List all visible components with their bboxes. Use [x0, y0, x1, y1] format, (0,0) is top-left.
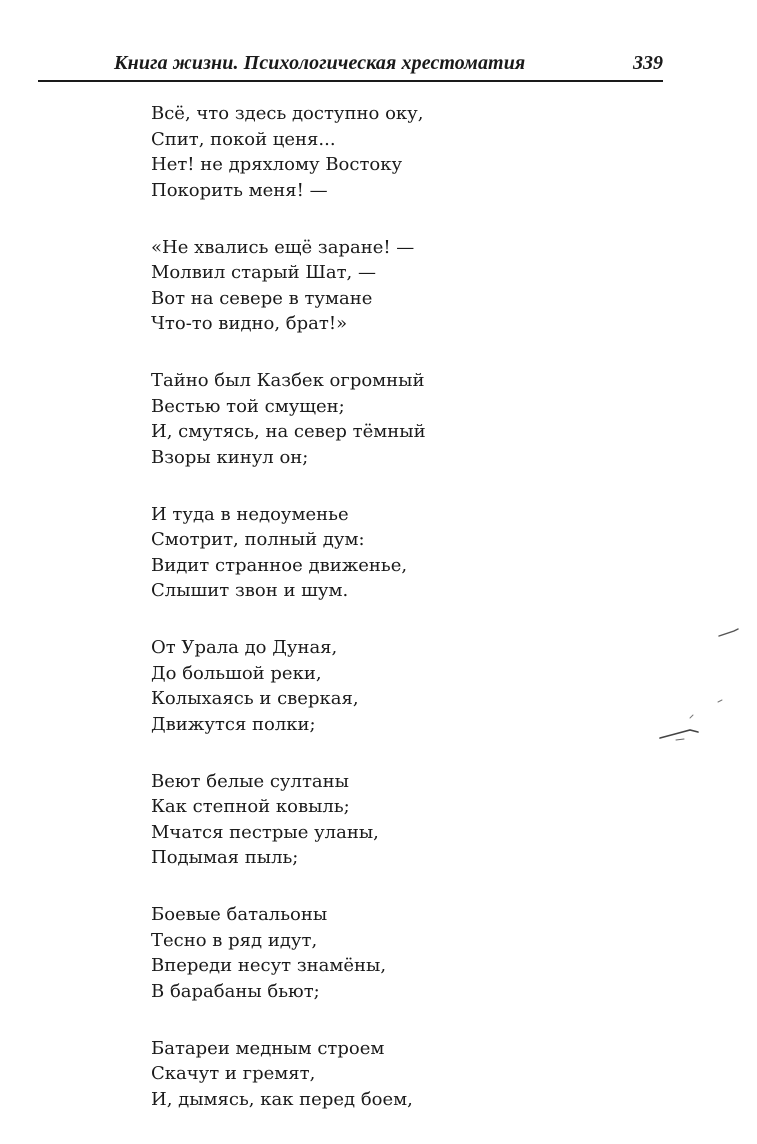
poem-line: Скачут и гремят,	[151, 1063, 316, 1084]
poem-line: Движутся полки;	[151, 713, 316, 735]
poem-line: Молвил старый Шат, —	[151, 262, 376, 283]
poem-line: И, смутясь, на север тёмный	[151, 421, 426, 442]
poem-line: Вот на севере в тумане	[151, 287, 373, 309]
stanza	[151, 769, 571, 871]
stanza	[151, 902, 571, 1004]
stanza	[151, 635, 571, 737]
poem-line: Видит странное движенье,	[151, 554, 408, 576]
scan-speck	[660, 730, 698, 738]
poem-line: Впереди несут знамёны,	[151, 955, 387, 976]
stanza	[151, 502, 571, 604]
poem-line: Как степной ковыль;	[151, 796, 350, 817]
poem-line: В барабаны бьют;	[151, 980, 320, 1002]
page-number: 339	[633, 52, 663, 74]
poem-line: «Не хвались ещё заране! —	[151, 236, 415, 258]
poem-line: Вестью той смущен;	[151, 395, 345, 417]
scan-speck	[718, 700, 722, 702]
poem-line: Что-то видно, брат!»	[151, 313, 348, 334]
poem-line: Нет! не дряхлому Востоку	[151, 154, 403, 175]
poem-line: Мчатся пестрые уланы,	[151, 821, 379, 843]
poem-line: Взоры кинул он;	[151, 446, 309, 468]
poem-line: Батареи медным строем	[151, 1037, 385, 1059]
poem-line: Смотрит, полный дум:	[151, 529, 365, 550]
poem-line: Колыхаясь и сверкая,	[151, 688, 359, 709]
poem-line: Боевые батальоны	[151, 904, 328, 925]
poem-line: Всё, что здесь доступно оку,	[151, 103, 424, 124]
scan-speck	[690, 715, 693, 718]
poem-line: Веют белые султаны	[151, 770, 349, 792]
stanza	[151, 235, 571, 337]
poem-line: Тесно в ряд идут,	[151, 929, 318, 951]
book-title: Книга жизни. Психологическая хрестоматия	[114, 52, 526, 74]
poem-line: И туда в недоуменье	[151, 503, 349, 525]
stanza	[151, 1036, 571, 1113]
stanza	[151, 101, 571, 203]
poem-body	[151, 101, 571, 1144]
scan-speck	[676, 739, 684, 740]
poem-line: Покорить меня! —	[151, 179, 328, 201]
poem-line: До большой реки,	[151, 662, 322, 684]
poem-line: Слышит звон и шум.	[151, 580, 349, 601]
poem-line: Спит, покой ценя...	[151, 128, 336, 150]
running-header	[38, 52, 663, 78]
scan-speck	[719, 629, 738, 636]
stanza	[151, 368, 571, 470]
poem-line: И, дымясь, как перед боем,	[151, 1088, 413, 1110]
poem-line: Тайно был Казбек огромный	[151, 370, 425, 391]
poem-line: От Урала до Дуная,	[151, 637, 338, 658]
poem-line: Подымая пыль;	[151, 847, 299, 868]
header-rule	[38, 80, 663, 82]
